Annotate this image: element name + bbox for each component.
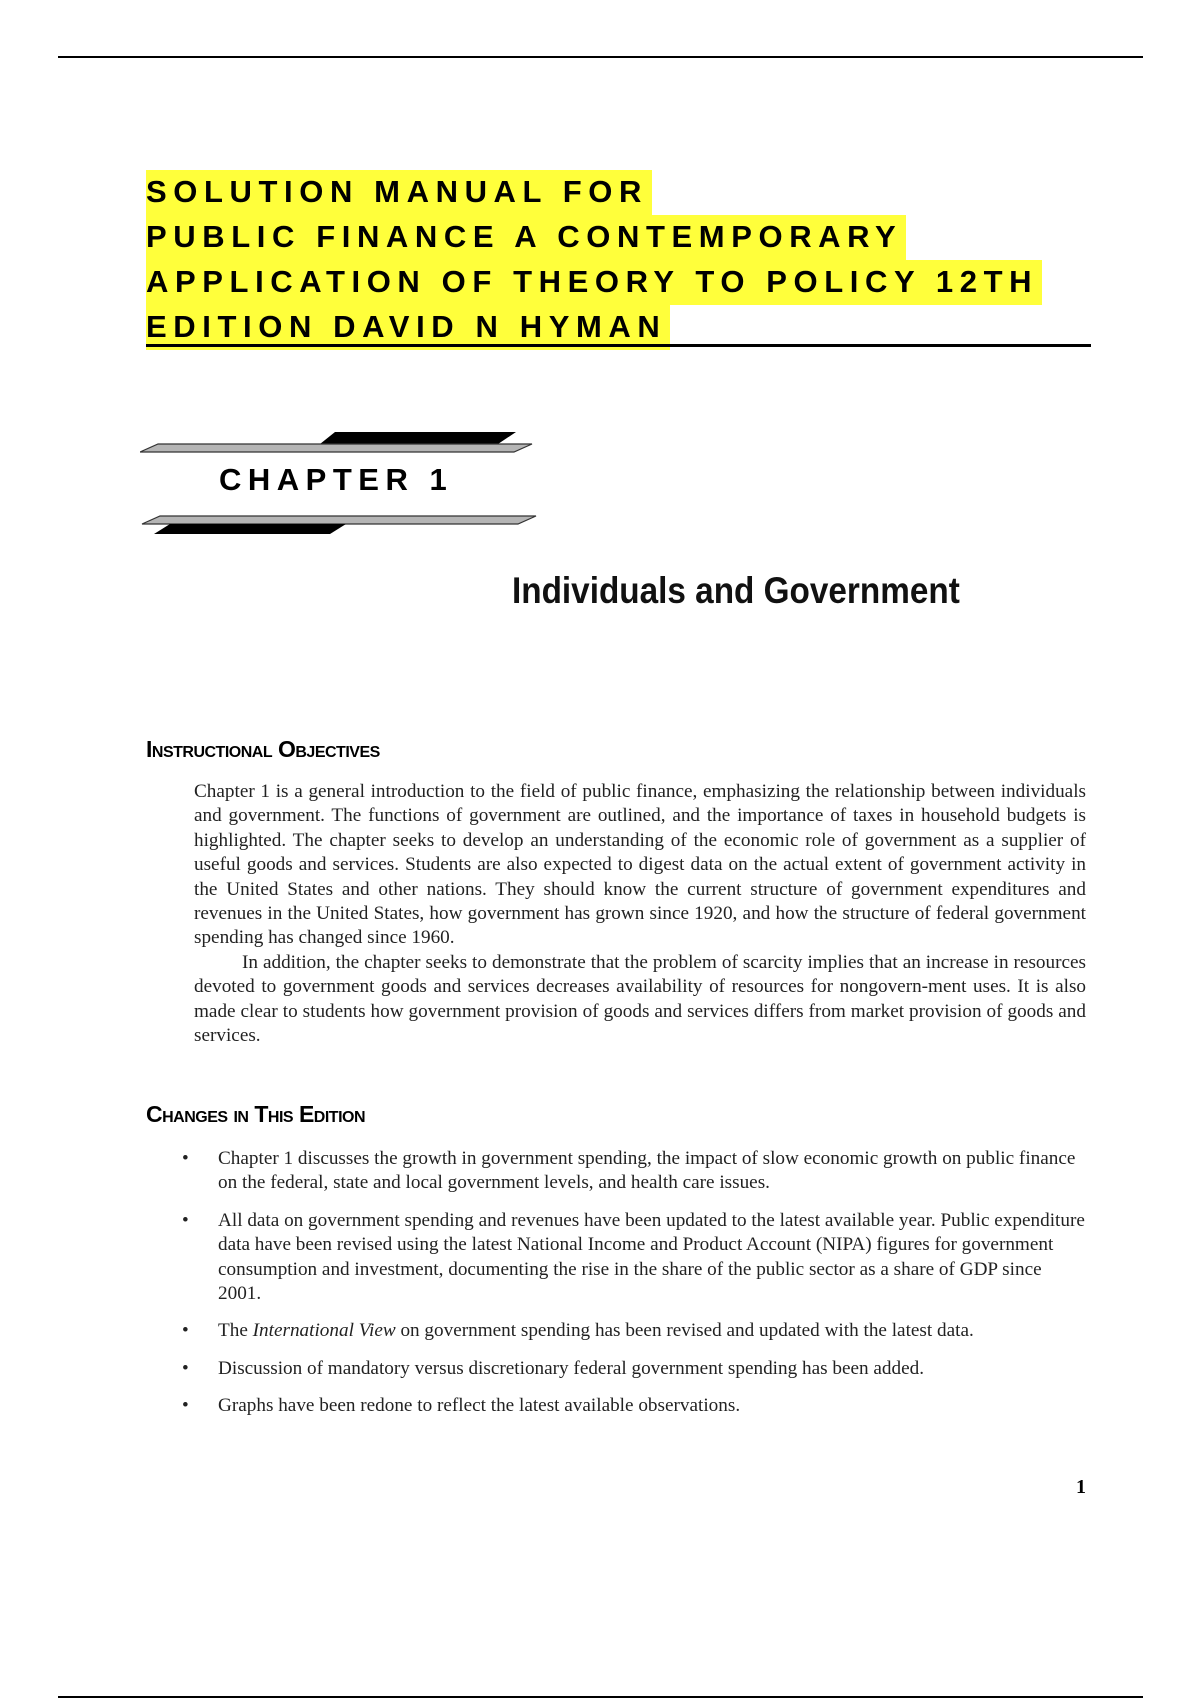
international-view-italic: International View bbox=[252, 1320, 396, 1342]
bullet-symbol: • bbox=[182, 1320, 189, 1342]
page-number: 1 bbox=[1076, 1476, 1086, 1498]
list-item-text: All data on government spending and revenues have been updated to the latest available year. Public expenditure data have been revised using the latest National Income and Product Account (NIPA) figures for government consumption and investment, documenting the rise in the share of the public sector as a share of GDP since 2001. bbox=[218, 1209, 1085, 1305]
changes-list bbox=[180, 1147, 1086, 1432]
objectives-paragraph-2: In addition, the chapter seeks to demonstrate that the problem of scarcity implies that an increase in resources devoted to government goods and services decreases availability of resources for nongovern-ment uses. It is also made clear to students how government provision of goods and services differs from market provision of goods and services. bbox=[194, 951, 1086, 1047]
instructional-objectives-text bbox=[194, 780, 1086, 1048]
chapter-label: CHAPTER 1 bbox=[219, 462, 454, 497]
list-item bbox=[180, 1319, 1086, 1343]
title-underline bbox=[146, 344, 1091, 347]
list-item bbox=[180, 1147, 1086, 1196]
title-line-1: SOLUTION MANUAL FOR bbox=[146, 170, 1091, 215]
list-item-text: Chapter 1 discusses the growth in government spending, the impact of slow economic growth on public finance on the federal, state and local government levels, and health care issues. bbox=[218, 1148, 1076, 1194]
top-rule bbox=[58, 56, 1143, 58]
title-line-2: PUBLIC FINANCE A CONTEMPORARY bbox=[146, 215, 1091, 260]
list-item-text: Graphs have been redone to reflect the latest available observations. bbox=[218, 1395, 741, 1417]
bullet-symbol: • bbox=[182, 1357, 189, 1379]
title-line-4: EDITION DAVID N HYMAN bbox=[146, 305, 1091, 350]
document-title bbox=[146, 170, 1091, 350]
list-item-text: The International View on government spending has been revised and updated with the latest data. bbox=[218, 1320, 974, 1342]
instructional-objectives-heading: Instructional Objectives bbox=[146, 736, 380, 762]
title-line-3: APPLICATION OF THEORY TO POLICY 12TH bbox=[146, 260, 1091, 305]
list-item bbox=[180, 1357, 1086, 1381]
bullet-symbol: • bbox=[182, 1395, 189, 1417]
bullet-symbol: • bbox=[182, 1209, 189, 1231]
bottom-rule bbox=[58, 1696, 1143, 1698]
chapter-title: Individuals and Government bbox=[512, 570, 960, 611]
list-item-text: Discussion of mandatory versus discretionary federal government spending has been added. bbox=[218, 1357, 925, 1379]
bullet-symbol: • bbox=[182, 1148, 189, 1169]
list-item bbox=[180, 1209, 1086, 1307]
changes-heading: Changes in This Edition bbox=[146, 1101, 366, 1127]
objectives-paragraph-1: Chapter 1 is a general introduction to the field of public finance, emphasizing the relationship between individuals and government. The functions of government are outlined, and the importance of taxes in household budgets is highlighted. The chapter seeks to develop an understanding of the economic role of government as a supplier of useful goods and services. Students are also expected to digest data on the actual extent of government activity in the United States and other nations. They should know the current structure of government expenditures and revenues in the United States, how government has grown since 1920, and how the structure of federal government spending has changed since 1960. bbox=[194, 781, 1086, 949]
list-item bbox=[180, 1394, 1086, 1418]
